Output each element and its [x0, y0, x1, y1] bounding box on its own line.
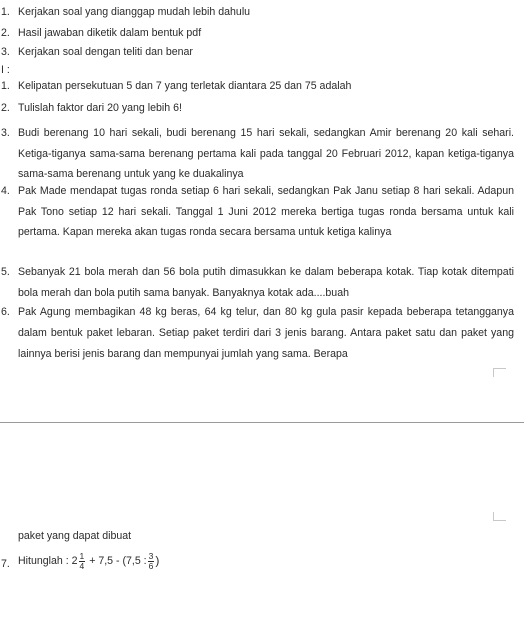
question-text: Kelipatan persekutuan 5 dan 7 yang terletak diantara 25 dan 75 adalah — [18, 80, 352, 92]
math-label: Hitunglah : — [18, 555, 69, 568]
question-text: Tulislah faktor dari 20 yang lebih 6! — [18, 102, 182, 114]
rule-text: Hasil jawaban diketik dalam bentuk pdf — [18, 27, 202, 39]
rule-text: Kerjakan soal dengan teliti dan benar — [18, 46, 193, 58]
question-text: paket yang dapat dibuat — [18, 530, 132, 542]
question-number: 2. — [1, 102, 10, 114]
rule-number: 2. — [1, 27, 10, 39]
question-text: Sebanyak 21 bola merah dan 56 bola putih dimasukkan ke dalam beberapa kotak. Tiap kotak ditempati bola merah dan bola putih sama banyak. Banyaknya kotak ada....buah — [18, 266, 514, 299]
rule-number: 1. — [1, 6, 10, 18]
section-separator: I : — [1, 64, 10, 76]
question-number: 4. — [1, 185, 10, 197]
math-middle: + 7,5 - (7,5 : — [89, 555, 147, 568]
question-text: Budi berenang 10 hari sekali, budi berenang 15 hari sekali, sedangkan Amir berenang 20 kali sehari. Ketiga-tiganya sama-sama berenang pertama kali pada tanggal 20 Februari 2012, kapan ketiga-tiganya sama-sama berenang untuk yang ke duakalinya — [18, 127, 514, 180]
math-expression — [18, 552, 514, 571]
fraction-numerator: 3 — [148, 551, 154, 561]
math-fraction — [148, 552, 155, 571]
rule-number: 3. — [1, 46, 10, 58]
selection-corner-marker — [493, 368, 506, 377]
math-fraction — [79, 552, 86, 571]
question-number: 7. — [1, 558, 10, 570]
page-break-line — [0, 422, 524, 423]
question-text: Pak Made mendapat tugas ronda setiap 6 hari sekali, sedangkan Pak Janu setiap 8 hari sekali. Adapun Pak Tono setiap 12 hari sekali. Tanggal 1 Juni 2012 mereka bertiga tugas ronda bersama untuk kali pertama. Kapan mereka akan tugas ronda secara bersama untuk ketiga kalinya — [18, 185, 514, 238]
rule-text: Kerjakan soal yang dianggap mudah lebih dahulu — [18, 6, 251, 18]
selection-corner-marker — [493, 512, 506, 521]
question-number: 5. — [1, 266, 10, 278]
fraction-denominator: 4 — [79, 560, 85, 571]
fraction-numerator: 1 — [79, 551, 85, 561]
question-number: 6. — [1, 306, 10, 318]
question-number: 3. — [1, 127, 10, 139]
math-close-paren: ) — [155, 553, 160, 568]
math-whole: 2 — [71, 555, 78, 568]
question-text: Pak Agung membagikan 48 kg beras, 64 kg telur, dan 80 kg gula pasir kepada beberapa tetangganya dalam bentuk paket lebaran. Setiap paket terdiri dari 3 jenis barang. Antara paket satu dan paket yang lainnya berisi jenis barang dan mempunyai jumlah yang sama. Berapa — [18, 306, 514, 360]
fraction-denominator: 6 — [148, 560, 154, 571]
question-number: 1. — [1, 80, 10, 92]
